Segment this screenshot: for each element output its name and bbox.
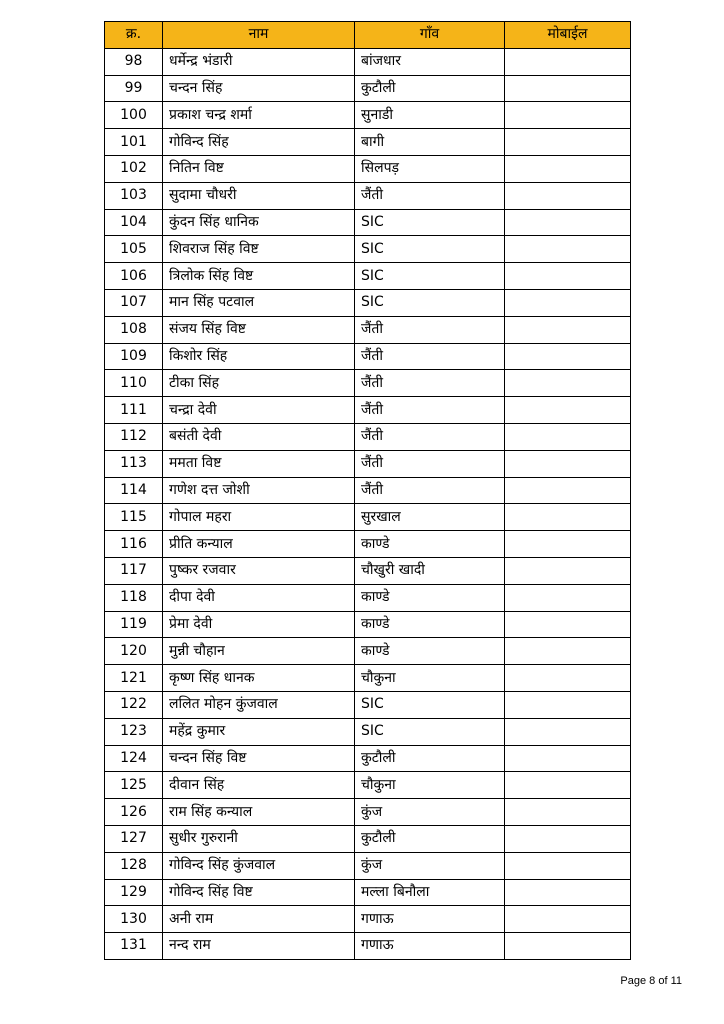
cell-mobile bbox=[505, 665, 631, 692]
cell-serial-no: 100 bbox=[105, 102, 163, 129]
cell-mobile bbox=[505, 209, 631, 236]
header-village: गाँव bbox=[355, 22, 505, 49]
cell-name: पुष्कर रजवार bbox=[163, 557, 355, 584]
cell-mobile bbox=[505, 906, 631, 933]
cell-village: जैंती bbox=[355, 450, 505, 477]
cell-serial-no: 119 bbox=[105, 611, 163, 638]
cell-name: प्रीति कन्याल bbox=[163, 531, 355, 558]
cell-mobile bbox=[505, 236, 631, 263]
table-row bbox=[105, 343, 631, 370]
table-row bbox=[105, 557, 631, 584]
cell-serial-no: 109 bbox=[105, 343, 163, 370]
cell-mobile bbox=[505, 852, 631, 879]
table-row bbox=[105, 691, 631, 718]
table-row bbox=[105, 397, 631, 424]
cell-village: सुनाडी bbox=[355, 102, 505, 129]
table-row bbox=[105, 906, 631, 933]
page-number: Page 8 of 11 bbox=[620, 975, 682, 987]
cell-name: महेंद्र कुमार bbox=[163, 718, 355, 745]
cell-village: जैंती bbox=[355, 423, 505, 450]
cell-village: जैंती bbox=[355, 477, 505, 504]
cell-village: मल्ला बिनौला bbox=[355, 879, 505, 906]
table-row bbox=[105, 531, 631, 558]
cell-name: नितिन विष्ट bbox=[163, 155, 355, 182]
table-row bbox=[105, 745, 631, 772]
cell-serial-no: 126 bbox=[105, 799, 163, 826]
table-row bbox=[105, 75, 631, 102]
cell-village: जैंती bbox=[355, 316, 505, 343]
cell-village: SIC bbox=[355, 718, 505, 745]
cell-serial-no: 103 bbox=[105, 182, 163, 209]
cell-name: दीवान सिंह bbox=[163, 772, 355, 799]
table-row bbox=[105, 638, 631, 665]
cell-mobile bbox=[505, 423, 631, 450]
cell-name: दीपा देवी bbox=[163, 584, 355, 611]
cell-name: शिवराज सिंह विष्ट bbox=[163, 236, 355, 263]
cell-serial-no: 128 bbox=[105, 852, 163, 879]
header-serial-no: क्र. bbox=[105, 22, 163, 49]
cell-serial-no: 112 bbox=[105, 423, 163, 450]
cell-mobile bbox=[505, 691, 631, 718]
table-row bbox=[105, 477, 631, 504]
cell-name: गोविन्द सिंह bbox=[163, 129, 355, 156]
cell-serial-no: 121 bbox=[105, 665, 163, 692]
table-row bbox=[105, 718, 631, 745]
table-row bbox=[105, 879, 631, 906]
cell-serial-no: 116 bbox=[105, 531, 163, 558]
beneficiary-table bbox=[104, 21, 631, 960]
table-row bbox=[105, 102, 631, 129]
cell-name: चन्दन सिंह विष्ट bbox=[163, 745, 355, 772]
cell-serial-no: 118 bbox=[105, 584, 163, 611]
cell-name: राम सिंह कन्याल bbox=[163, 799, 355, 826]
table-row bbox=[105, 263, 631, 290]
cell-serial-no: 106 bbox=[105, 263, 163, 290]
cell-name: गोविन्द सिंह कुंजवाल bbox=[163, 852, 355, 879]
cell-serial-no: 127 bbox=[105, 825, 163, 852]
cell-serial-no: 120 bbox=[105, 638, 163, 665]
cell-serial-no: 102 bbox=[105, 155, 163, 182]
cell-village: गणाऊ bbox=[355, 906, 505, 933]
cell-mobile bbox=[505, 289, 631, 316]
cell-serial-no: 123 bbox=[105, 718, 163, 745]
cell-mobile bbox=[505, 370, 631, 397]
cell-mobile bbox=[505, 155, 631, 182]
table-row bbox=[105, 209, 631, 236]
cell-village: जैंती bbox=[355, 343, 505, 370]
cell-serial-no: 117 bbox=[105, 557, 163, 584]
table-row bbox=[105, 611, 631, 638]
cell-name: अनी राम bbox=[163, 906, 355, 933]
cell-village: सिलपड़ bbox=[355, 155, 505, 182]
cell-serial-no: 105 bbox=[105, 236, 163, 263]
cell-mobile bbox=[505, 129, 631, 156]
table-row bbox=[105, 316, 631, 343]
cell-village: कुंज bbox=[355, 799, 505, 826]
cell-serial-no: 125 bbox=[105, 772, 163, 799]
cell-mobile bbox=[505, 772, 631, 799]
cell-mobile bbox=[505, 450, 631, 477]
cell-serial-no: 110 bbox=[105, 370, 163, 397]
table-row bbox=[105, 852, 631, 879]
cell-village: SIC bbox=[355, 691, 505, 718]
cell-name: गोपाल महरा bbox=[163, 504, 355, 531]
cell-serial-no: 122 bbox=[105, 691, 163, 718]
cell-serial-no: 113 bbox=[105, 450, 163, 477]
cell-village: काण्डे bbox=[355, 531, 505, 558]
cell-mobile bbox=[505, 638, 631, 665]
cell-mobile bbox=[505, 397, 631, 424]
cell-serial-no: 129 bbox=[105, 879, 163, 906]
cell-village: काण्डे bbox=[355, 638, 505, 665]
cell-serial-no: 111 bbox=[105, 397, 163, 424]
table-row bbox=[105, 155, 631, 182]
cell-serial-no: 107 bbox=[105, 289, 163, 316]
cell-name: मान सिंह पटवाल bbox=[163, 289, 355, 316]
cell-mobile bbox=[505, 879, 631, 906]
table-row bbox=[105, 772, 631, 799]
cell-village: SIC bbox=[355, 236, 505, 263]
cell-village: जैंती bbox=[355, 397, 505, 424]
cell-name: किशोर सिंह bbox=[163, 343, 355, 370]
cell-name: कृष्ण सिंह धानक bbox=[163, 665, 355, 692]
cell-village: जैंती bbox=[355, 182, 505, 209]
cell-name: चन्दन सिंह bbox=[163, 75, 355, 102]
cell-serial-no: 99 bbox=[105, 75, 163, 102]
cell-name: मुन्नी चौहान bbox=[163, 638, 355, 665]
table-row bbox=[105, 504, 631, 531]
cell-village: कुटौली bbox=[355, 75, 505, 102]
table-row bbox=[105, 665, 631, 692]
cell-village: सुरखाल bbox=[355, 504, 505, 531]
cell-village: SIC bbox=[355, 209, 505, 236]
cell-serial-no: 124 bbox=[105, 745, 163, 772]
cell-mobile bbox=[505, 504, 631, 531]
cell-name: प्रकाश चन्द्र शर्मा bbox=[163, 102, 355, 129]
table-row bbox=[105, 129, 631, 156]
cell-name: ललित मोहन कुंजवाल bbox=[163, 691, 355, 718]
cell-village: काण्डे bbox=[355, 611, 505, 638]
cell-mobile bbox=[505, 584, 631, 611]
cell-serial-no: 114 bbox=[105, 477, 163, 504]
cell-mobile bbox=[505, 933, 631, 960]
cell-name: संजय सिंह विष्ट bbox=[163, 316, 355, 343]
cell-name: चन्द्रा देवी bbox=[163, 397, 355, 424]
cell-village: बांजधार bbox=[355, 48, 505, 75]
cell-village: कुंज bbox=[355, 852, 505, 879]
cell-village: SIC bbox=[355, 263, 505, 290]
cell-village: कुटौली bbox=[355, 745, 505, 772]
cell-mobile bbox=[505, 557, 631, 584]
cell-name: त्रिलोक सिंह विष्ट bbox=[163, 263, 355, 290]
table-row bbox=[105, 236, 631, 263]
cell-mobile bbox=[505, 477, 631, 504]
cell-serial-no: 115 bbox=[105, 504, 163, 531]
cell-mobile bbox=[505, 718, 631, 745]
cell-village: कुटौली bbox=[355, 825, 505, 852]
cell-mobile bbox=[505, 799, 631, 826]
cell-serial-no: 130 bbox=[105, 906, 163, 933]
cell-mobile bbox=[505, 316, 631, 343]
cell-mobile bbox=[505, 343, 631, 370]
cell-mobile bbox=[505, 825, 631, 852]
cell-village: बागी bbox=[355, 129, 505, 156]
cell-name: सुदामा चौधरी bbox=[163, 182, 355, 209]
cell-name: बसंती देवी bbox=[163, 423, 355, 450]
cell-serial-no: 104 bbox=[105, 209, 163, 236]
table-row bbox=[105, 933, 631, 960]
cell-name: प्रेमा देवी bbox=[163, 611, 355, 638]
table-row bbox=[105, 370, 631, 397]
cell-mobile bbox=[505, 102, 631, 129]
cell-mobile bbox=[505, 611, 631, 638]
header-mobile: मोबाईल bbox=[505, 22, 631, 49]
cell-mobile bbox=[505, 263, 631, 290]
cell-name: ममता विष्ट bbox=[163, 450, 355, 477]
cell-village: चौकुना bbox=[355, 665, 505, 692]
cell-village: गणाऊ bbox=[355, 933, 505, 960]
cell-serial-no: 98 bbox=[105, 48, 163, 75]
cell-name: सुधीर गुरुरानी bbox=[163, 825, 355, 852]
cell-serial-no: 108 bbox=[105, 316, 163, 343]
table-row bbox=[105, 825, 631, 852]
cell-mobile bbox=[505, 182, 631, 209]
table-row bbox=[105, 182, 631, 209]
cell-village: काण्डे bbox=[355, 584, 505, 611]
table-row bbox=[105, 450, 631, 477]
table-header-row bbox=[105, 22, 631, 49]
cell-name: गोविन्द सिंह विष्ट bbox=[163, 879, 355, 906]
cell-name: गणेश दत्त जोशी bbox=[163, 477, 355, 504]
table-row bbox=[105, 289, 631, 316]
header-name: नाम bbox=[163, 22, 355, 49]
cell-mobile bbox=[505, 75, 631, 102]
cell-name: नन्द राम bbox=[163, 933, 355, 960]
cell-village: चौकुना bbox=[355, 772, 505, 799]
table-row bbox=[105, 423, 631, 450]
cell-village: चौखुरी खादी bbox=[355, 557, 505, 584]
cell-name: कुंदन सिंह धानिक bbox=[163, 209, 355, 236]
cell-mobile bbox=[505, 745, 631, 772]
table-row bbox=[105, 584, 631, 611]
cell-name: टीका सिंह bbox=[163, 370, 355, 397]
cell-mobile bbox=[505, 48, 631, 75]
table-body bbox=[105, 48, 631, 959]
table-row bbox=[105, 48, 631, 75]
table-row bbox=[105, 799, 631, 826]
cell-name: धर्मेन्द्र भंडारी bbox=[163, 48, 355, 75]
cell-serial-no: 131 bbox=[105, 933, 163, 960]
cell-village: जैंती bbox=[355, 370, 505, 397]
cell-village: SIC bbox=[355, 289, 505, 316]
cell-mobile bbox=[505, 531, 631, 558]
cell-serial-no: 101 bbox=[105, 129, 163, 156]
